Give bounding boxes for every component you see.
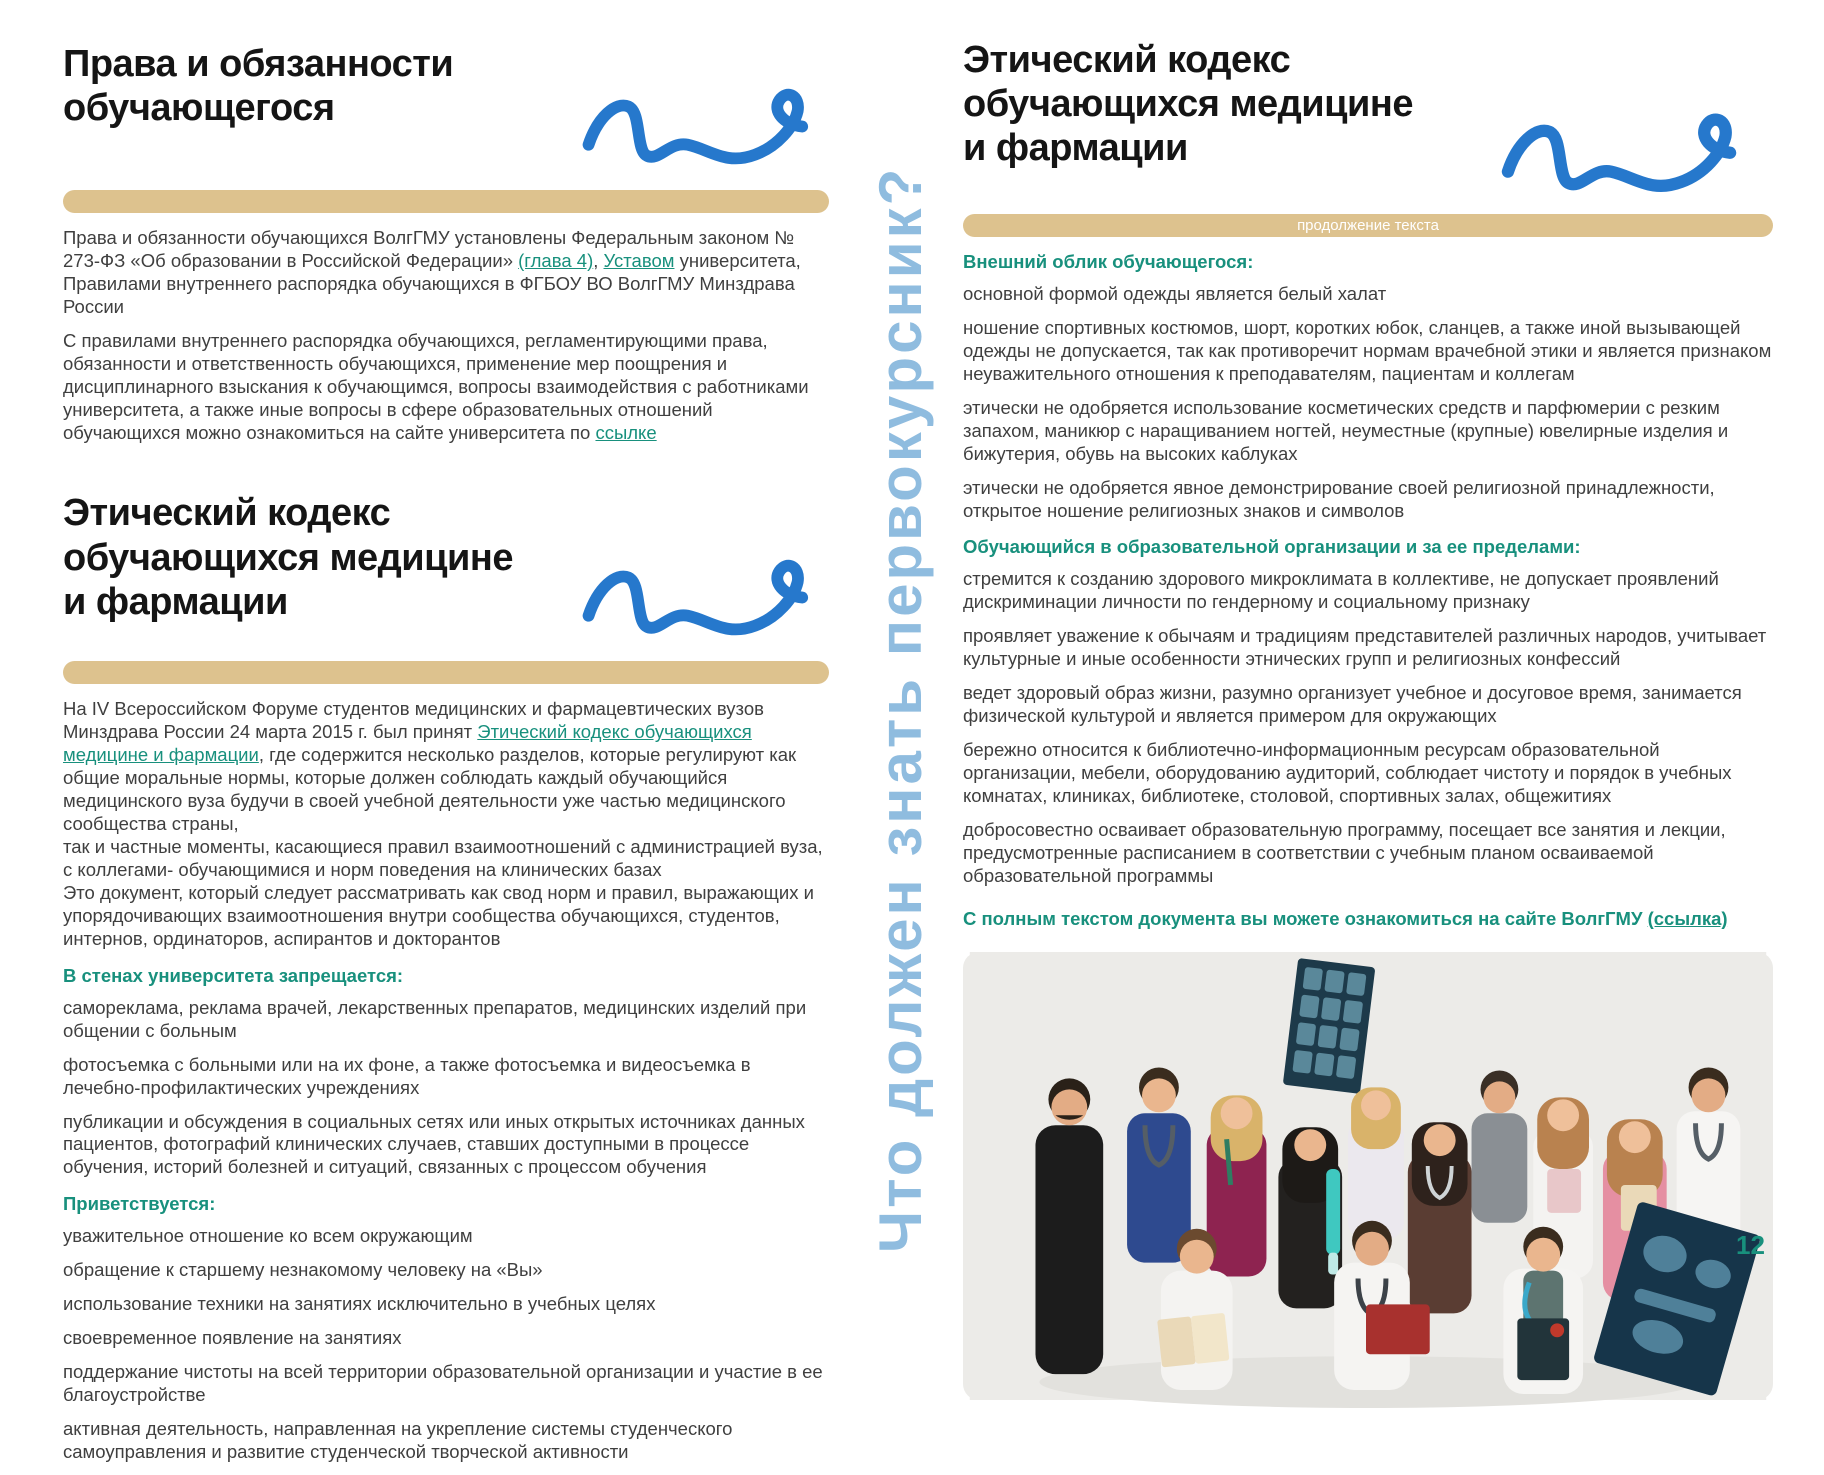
section-divider-bar <box>63 661 829 684</box>
squiggle-doodle-icon <box>1483 96 1773 200</box>
link-full-text[interactable]: (ссылка) <box>1647 907 1728 929</box>
list-item: ведет здоровый образ жизни, разумно организует учебное и досуговое время, занимается физической культурой и является примером для окружающих <box>963 682 1742 727</box>
left-section1-heading-row <box>63 42 829 172</box>
list-item: бережно относится к библиотечно-информационным ресурсам образовательной организации, мебели, оборудованию аудиторий, соблюдает чистоту и порядок в учебных комнатах, клиниках, библиотеке, столовой, спортивных залах, общежитиях <box>963 739 1732 806</box>
left-column <box>63 42 829 1475</box>
subheading-conduct: Обучающийся в образовательной организации и за ее пределами: <box>963 536 1581 558</box>
list-item: добросовестно осваивает образовательную программу, посещает все занятия и лекции, предусмотренные расписанием в соответствии с учебным планом осваиваемой образовательной программы <box>963 818 1726 886</box>
students-photo <box>963 952 1773 1400</box>
squiggle-doodle-icon <box>579 543 829 643</box>
right-section-heading-row <box>963 38 1773 200</box>
paragraph: Это документ, который следует рассматривать как свод норм и правил, выражающих и упорядочивающих взаимоотношения внутри сообщества обучающихся, студентов, интернов, ординаторов, аспирантов и докторантов <box>63 881 814 949</box>
link-rules[interactable]: ссылке <box>595 421 657 443</box>
paragraph-text: , где содержится несколько разделов, которые регулируют как общие моральные нормы, которые должен соблюдать каждый обучающийся медицинского вуза будучи в своей учебной деятельности уже частью медицинского сообщества страны, <box>63 744 797 835</box>
paragraph-text: Права и обязанности обучающихся ВолгГМУ установлены Федеральным законом № 273-ФЗ «Об образовании в Российской Федерации» <box>63 227 795 271</box>
list-item: фотосъемка с больными или на их фоне, а также фотосъемка и видеосъемка в лечебно-профилактических учреждениях <box>63 1053 751 1098</box>
paragraph <box>63 698 829 836</box>
list-item: стремится к созданию здорового микроклимата в коллективе, не допускает проявлений дискриминации личности по гендерному и социальному признаку <box>963 568 1719 613</box>
left-section2-heading-row <box>63 491 829 643</box>
link-ethics-code[interactable]: Этический кодекс обучающихся медицине и фармации <box>63 721 752 766</box>
list-item: этически не одобряется явное демонстрирование своей религиозной принадлежности, открытое ношение религиозных знаков и символов <box>963 476 1715 521</box>
right-section-title: Этический кодекс обучающихся медицине и фармации <box>963 39 1413 170</box>
paragraph-text: На IV Всероссийском Форуме студентов медицинских и фармацевтических вузов Минздрава России 24 марта 2015 г. был принят <box>63 698 764 743</box>
bar-label: продолжение текста <box>1297 217 1439 234</box>
list-item: основной формой одежды является белый халат <box>963 283 1387 304</box>
list-item: проявляет уважение к обычаям и традициям представителей различных народов, учитывает культурные и иные особенности этнических групп и религиозных конфессий <box>963 625 1767 670</box>
squiggle-doodle-icon <box>579 72 829 172</box>
list-item: своевременное появление на занятиях <box>63 1327 402 1349</box>
vertical-page-title <box>858 45 962 1257</box>
paragraph-text: университета, Правилами внутреннего распорядка обучающихся в ФГБОУ ВО ВолгГМУ Минздрава России <box>63 249 801 317</box>
students-photo-illustration <box>963 952 1773 1400</box>
subheading-appearance: Внешний облик обучающегося: <box>963 251 1254 272</box>
paragraph <box>63 330 829 445</box>
section-divider-bar <box>63 190 829 213</box>
list-item: активная деятельность, направленная на укрепление системы студенческого самоуправления и развитие студенческой творческой активности <box>63 1417 733 1462</box>
page-number: 12 <box>1736 1230 1765 1260</box>
list-item: обращение к старшему незнакомому человеку на «Вы» <box>63 1259 543 1281</box>
left-section1-title: Права и обязанности обучающегося <box>63 43 454 130</box>
subheading-welcomed: Приветствуется: <box>63 1193 216 1215</box>
list-item: поддержание чистоты на всей территории образовательной организации и участие в ее благоустройстве <box>63 1361 823 1405</box>
list-item: уважительное отношение ко всем окружающим <box>63 1225 473 1247</box>
paragraph-text: С правилами внутреннего распорядка обучающихся, регламентирующими права, обязанности и ответственность обучающихся, применение мер поощрения и дисциплинарного взыскания к обучающимся, вопросы взаимодействия с работниками университета, а также иные вопросы в сфере образовательных отношений обучающихся можно ознакомиться на сайте университета по <box>63 329 809 443</box>
right-column <box>963 38 1773 1400</box>
list-item: использование техники на занятиях исключительно в учебных целях <box>63 1293 656 1315</box>
subheading-banned: В стенах университета запрещается: <box>63 964 404 986</box>
section-divider-bar <box>963 214 1773 237</box>
list-item: самореклама, реклама врачей, лекарственных препаратов, медицинских изделий при общении с больным <box>63 996 807 1041</box>
link-charter[interactable]: Уставом <box>603 249 675 271</box>
paragraph-text: , <box>593 249 604 271</box>
closing-note-text: С полным текстом документа вы можете ознакомиться на сайте ВолгГМУ <box>963 907 1648 929</box>
paragraph: так и частные моменты, касающиеся правил взаимоотношений с администрацией вуза, с коллегами- обучающимися и норм поведения на клинических базах <box>63 836 823 880</box>
list-item: ношение спортивных костюмов, шорт, коротких юбок, сланцев, а также иной вызывающей одежды не допускается, так как противоречит нормам врачебной этики и является признаком неуважительного отношения к преподавателям, пациентам и коллегам <box>963 316 1772 384</box>
list-item: публикации и обсуждения в социальных сетях или иных открытых источниках данных пациентов, фотографий клинических случаев, ставших доступными в процессе обучения, историй болезней и ситуаций, связанных с процессом обучения <box>63 1110 805 1178</box>
paragraph <box>63 227 829 319</box>
closing-note <box>963 908 1773 930</box>
link-chapter4[interactable]: (глава 4) <box>518 249 594 271</box>
left-section2-title: Этический кодекс обучающихся медицине и фармации <box>63 492 513 623</box>
vertical-page-title-text: Что должен знать первокурсник? <box>867 165 934 1253</box>
list-item: этически не одобряется использование косметических средств и парфюмерии с резким запахом, маникюр с наращиванием ногтей, неуместные (крупные) ювелирные изделия и бижутерия, обувь на высоких каблуках <box>963 396 1729 464</box>
